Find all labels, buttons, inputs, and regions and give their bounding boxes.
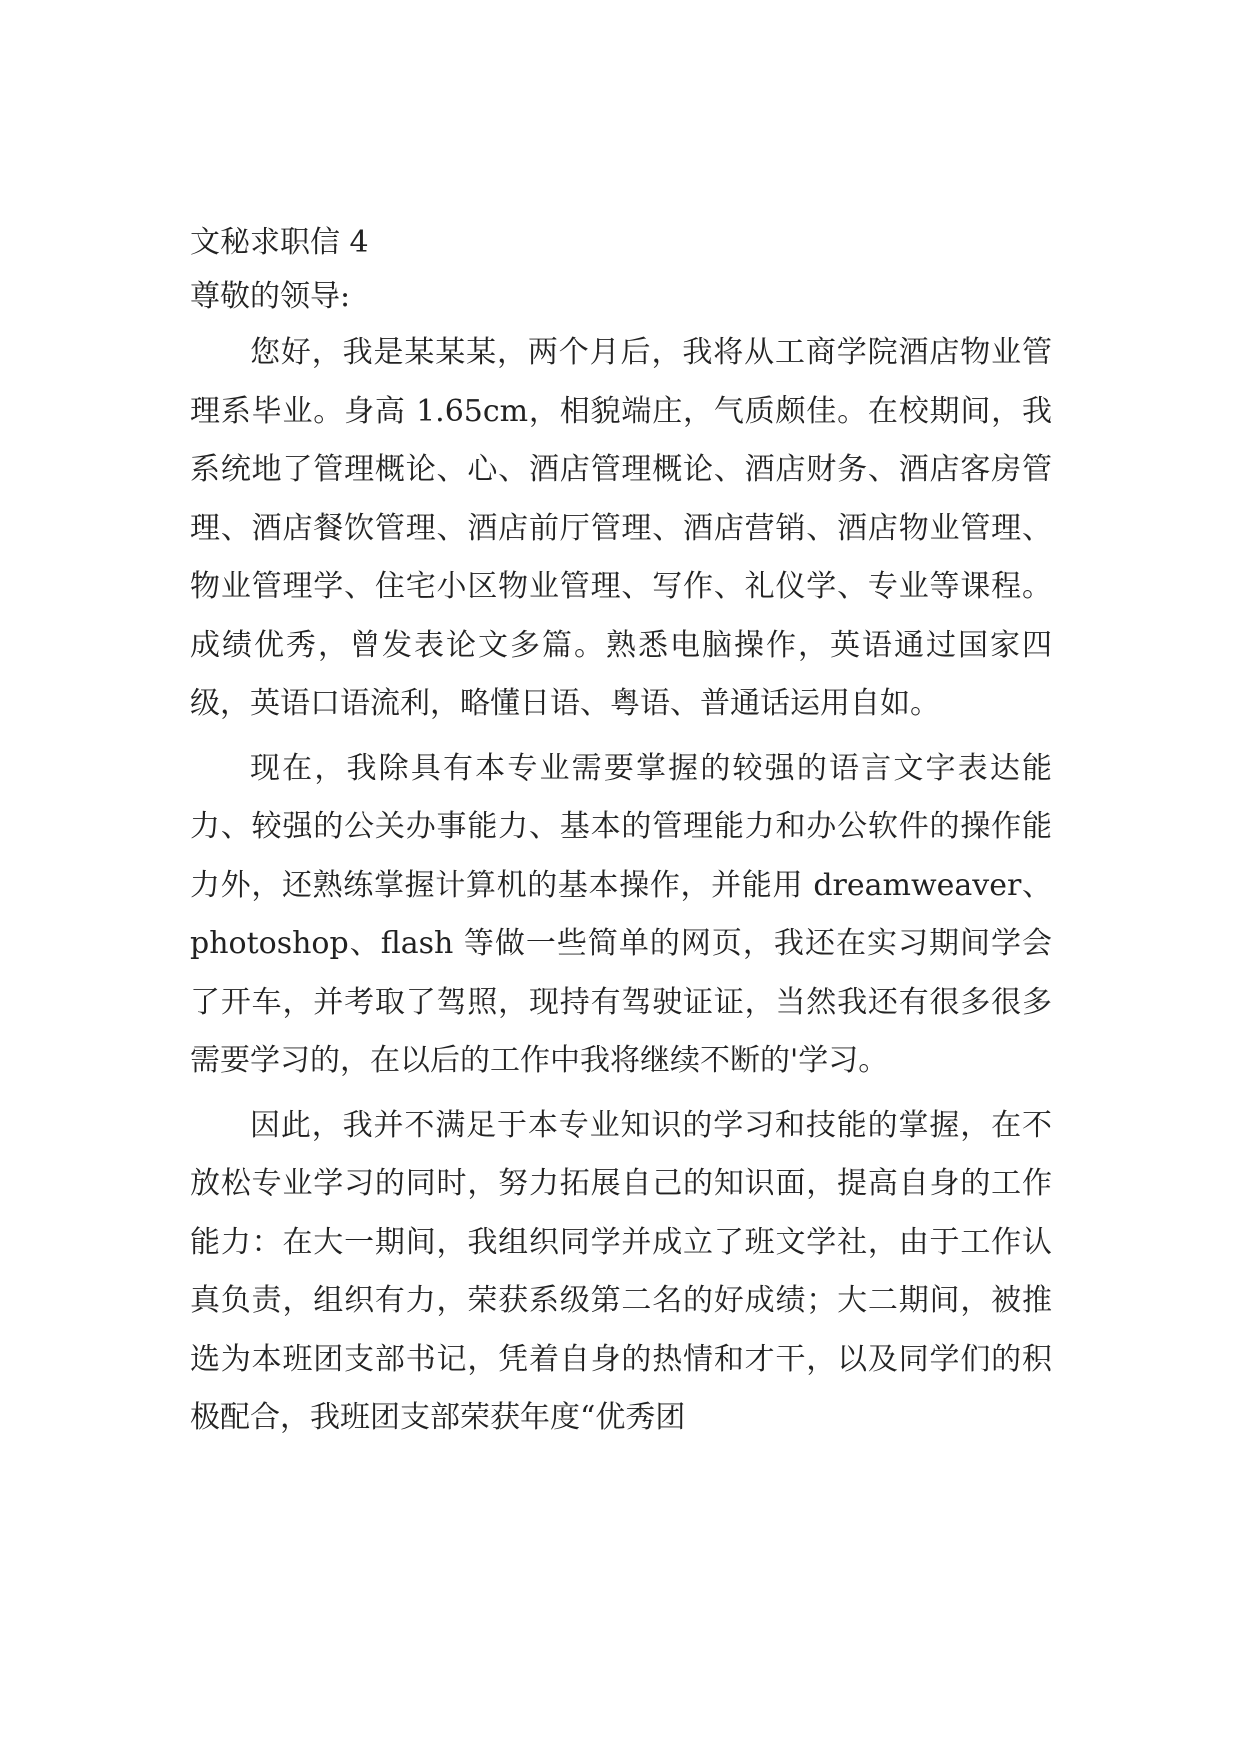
- paragraph-activities: 因此，我并不满足于本专业知识的学习和技能的掌握，在不放松专业学习的同时，努力拓展自己的知识面，提高自身的工作能力：在大一期间，我组织同学并成立了班文学社，由于工作认真负责，组织有力，荣获系级第二名的好成绩；大二期间，被推选为本班团支部书记，凭着自身的热情和才干，以及同学们的积极配合，我班团支部荣获年度“优秀团: [190, 1107, 1052, 1435]
- letter-page: [190, 216, 1052, 1454]
- letter-title: 文秘求职信 4: [190, 225, 369, 260]
- paragraph-intro: 您好，我是某某某，两个月后，我将从工商学院酒店物业管理系毕业。身高 1.65cm，相貌端庄，气质颇佳。在校期间，我系统地了管理概论、心、酒店管理概论、酒店财务、酒店客房管理、酒店餐饮管理、酒店前厅管理、酒店营销、酒店物业管理、物业管理学、住宅小区物业管理、写作、礼仪学、专业等课程。成绩优秀，曾发表论文多篇。熟悉电脑操作，英语通过国家四级，英语口语流利，略懂日语、粤语、普通话运用自如。: [190, 335, 1052, 721]
- paragraph-skills: 现在，我除具有本专业需要掌握的较强的语言文字表达能力、较强的公关办事能力、基本的管理能力和办公软件的操作能力外，还熟练掌握计算机的基本操作，并能用 dreamweaver、photoshop、flash 等做一些简单的网页，我还在实习期间学会了开车，并考取了驾照，现持有驾驶证证，当然我还有很多很多需要学习的，在以后的工作中我将继续不断的'学习。: [190, 750, 1052, 1078]
- salutation: 尊敬的领导:: [190, 279, 351, 314]
